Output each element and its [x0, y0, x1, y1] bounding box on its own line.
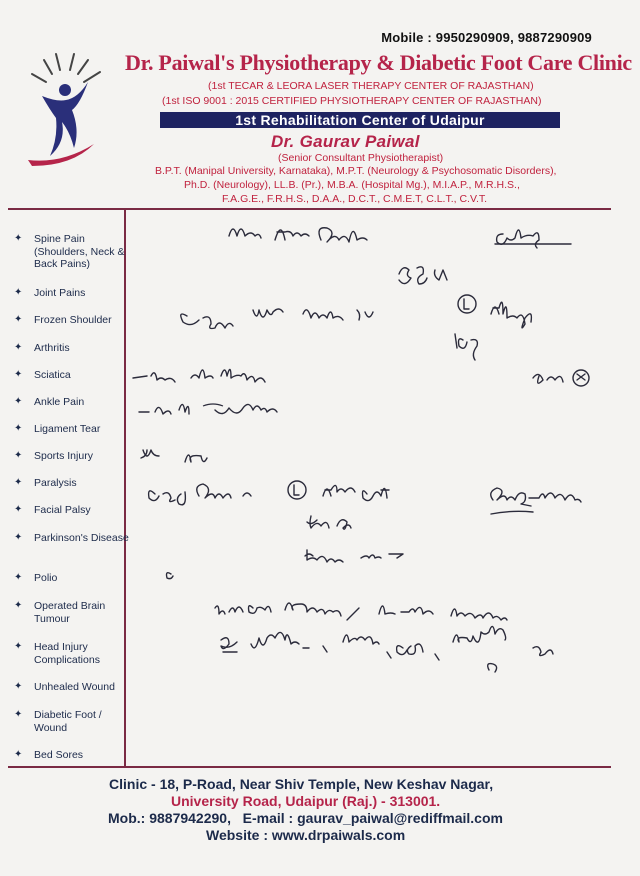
list-item: ✦ Joint Pains — [14, 287, 86, 299]
list-item: ✦ Parkinson's Disease — [14, 532, 129, 544]
star-icon: ✦ — [14, 423, 23, 434]
list-item: ✦ Ankle Pain — [14, 396, 85, 408]
list-item: ✦ Spine Pain (Shoulders, Neck & Back Pains) — [14, 233, 125, 270]
tagline-banner: 1st Rehabilitation Center of Udaipur — [160, 112, 560, 128]
star-icon: ✦ — [14, 233, 23, 244]
star-icon: ✦ — [14, 749, 23, 760]
list-item: ✦ Facial Palsy — [14, 504, 91, 516]
star-icon: ✦ — [14, 572, 23, 583]
list-item: ✦ Polio — [14, 572, 58, 584]
list-item: ✦ Arthritis — [14, 342, 70, 354]
clinic-address-1: Clinic - 18, P-Road, Near Shiv Temple, New Keshav Nagar, — [109, 776, 494, 792]
header-line-1: (1st TECAR & LEORA LASER THERAPY CENTER OF RAJASTHAN) — [208, 80, 534, 92]
star-icon: ✦ — [14, 396, 23, 407]
star-icon: ✦ — [14, 369, 23, 380]
list-item: ✦ Sports Injury — [14, 450, 93, 462]
footer-divider — [8, 766, 611, 768]
star-icon: ✦ — [14, 504, 23, 515]
list-item: ✦ Ligament Tear — [14, 423, 101, 435]
star-icon: ✦ — [14, 287, 23, 298]
list-item: ✦ Head Injury Complications — [14, 641, 100, 666]
star-icon: ✦ — [14, 681, 23, 692]
list-item: ✦ Unhealed Wound — [14, 681, 115, 693]
clinic-address-2: University Road, Udaipur (Raj.) - 313001. — [171, 793, 441, 809]
qualifications-3: F.A.G.E., F.R.H.S., D.A.A., D.C.T., C.M.E.T, C.L.T., C.V.T. — [222, 193, 488, 205]
doctor-name: Dr. Gaurav Paiwal — [271, 132, 420, 151]
clinic-name: Dr. Paiwal's Physiotherapy & Diabetic Foot Care Clinic — [125, 50, 632, 75]
header-line-2: (1st ISO 9001 : 2015 CERTIFIED PHYSIOTHERAPY CENTER OF RAJASTHAN) — [162, 95, 542, 107]
list-item: ✦ Operated Brain Tumour — [14, 600, 106, 625]
list-item: ✦ Bed Sores — [14, 749, 84, 761]
qualifications-1: B.P.T. (Manipal University, Karnataka), M.P.T. (Neurology & Psychosomatic Disorders), — [155, 165, 557, 177]
star-icon: ✦ — [14, 342, 23, 353]
contact-line: Mob.: 9887942290, E-mail : gaurav_paiwal@rediffmail.com — [108, 810, 503, 826]
star-icon: ✦ — [14, 532, 23, 543]
mobile-numbers: Mobile : 9950290909, 9887290909 — [381, 30, 592, 45]
list-item: ✦ Sciatica — [14, 369, 71, 381]
star-icon: ✦ — [14, 450, 23, 461]
doctor-designation: (Senior Consultant Physiotherapist) — [278, 152, 444, 164]
website-line: Website : www.drpaiwals.com — [206, 827, 406, 843]
handwritten-prescription — [125, 210, 611, 766]
qualifications-2: Ph.D. (Neurology), LL.B. (Pr.), M.B.A. (Hospital Mg.), M.I.A.P., M.R.H.S., — [184, 179, 520, 191]
list-item: ✦ Frozen Shoulder — [14, 314, 112, 326]
star-icon: ✦ — [14, 709, 23, 720]
star-icon: ✦ — [14, 600, 23, 611]
star-icon: ✦ — [14, 314, 23, 325]
star-icon: ✦ — [14, 641, 23, 652]
list-item: ✦ Paralysis — [14, 477, 77, 489]
star-icon: ✦ — [14, 477, 23, 488]
clinic-logo — [22, 52, 118, 172]
list-item: ✦ Diabetic Foot / Wound — [14, 709, 102, 734]
